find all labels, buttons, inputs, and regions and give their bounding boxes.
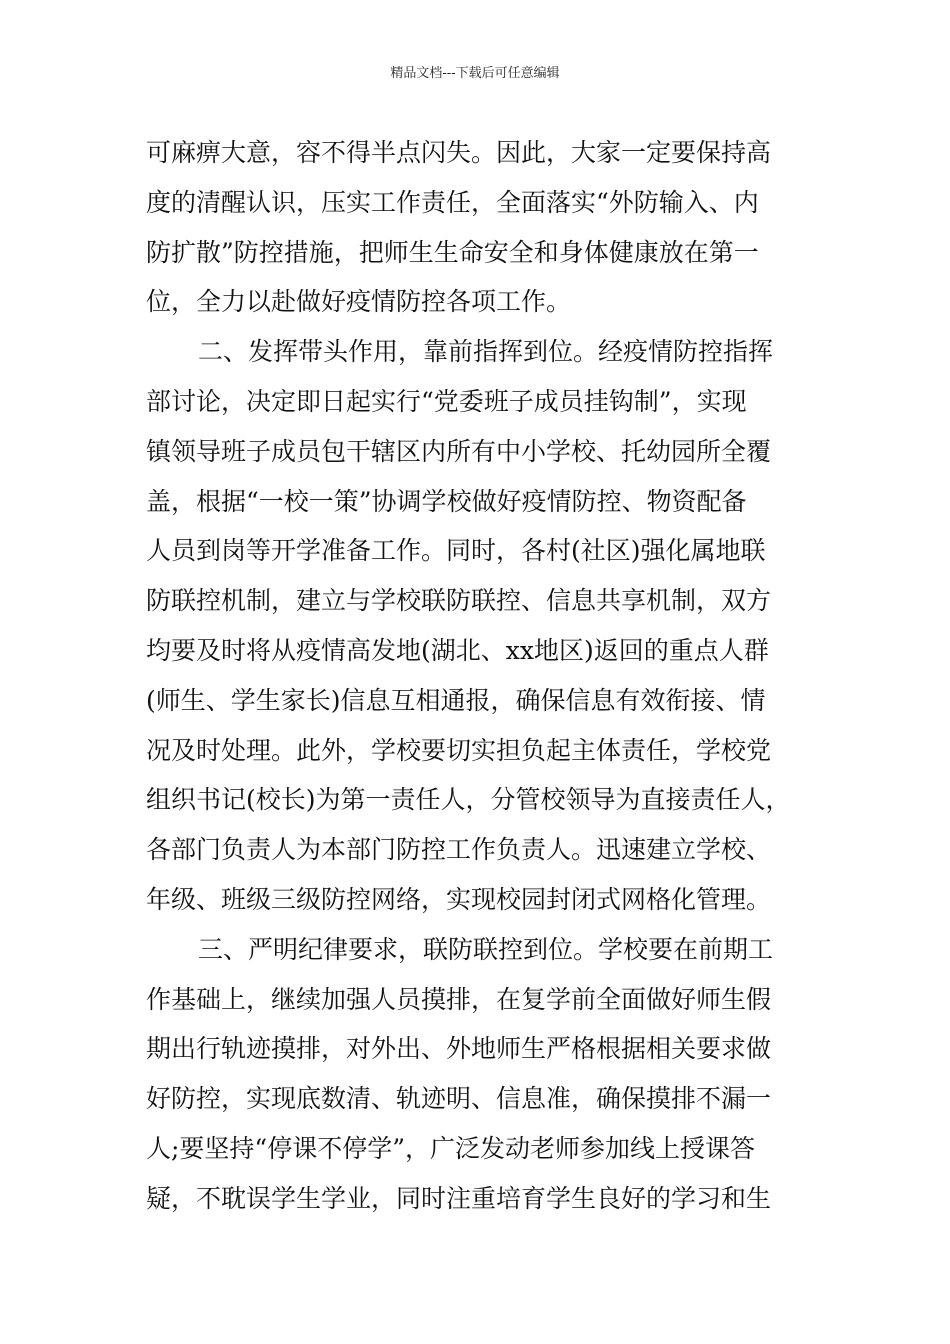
body-text bbox=[146, 128, 810, 1224]
text-line: 人;要坚持“停课不停学”，广泛发动老师参加线上授课答 bbox=[146, 1133, 755, 1163]
text-line: 可麻痹大意，容不得半点闪失。因此，大家一定要保持高 bbox=[146, 138, 772, 167]
text-line: 防扩散”防控措施，把师生生命安全和身体健康放在第一 bbox=[146, 237, 759, 267]
page-header: 精品文档---下载后可任意编辑 bbox=[390, 66, 560, 81]
text-line: 况及时处理。此外，学校要切实担负起主体责任，学校党 bbox=[146, 735, 772, 765]
text-line: 各部门负责人为本部门防控工作负责人。迅速建立学校、 bbox=[146, 835, 772, 865]
text-line: 度的清醒认识，压实工作责任，全面落实“外防输入、内 bbox=[146, 187, 759, 217]
text-line: 人员到岗等开学准备工作。同时，各村(社区)强化属地联 bbox=[146, 536, 766, 566]
text-line: 二、发挥带头作用，靠前指挥到位。经疫情防控指挥 bbox=[198, 337, 774, 367]
text-line: (师生、学生家长)信息互相通报，确保信息有效衔接、情 bbox=[146, 685, 766, 715]
text-line: 好防控，实现底数清、轨迹明、信息准，确保摸排不漏一 bbox=[146, 1084, 772, 1114]
text-line: 盖，根据“一校一策”协调学校做好疫情防控、物资配备 bbox=[146, 486, 747, 516]
text-line: 部讨论，决定即日起实行“党委班子成员挂钩制”，实现 bbox=[146, 386, 747, 416]
text-line: 疑，不耽误学生学业，同时注重培育学生良好的学习和生 bbox=[146, 1183, 772, 1213]
text-line: 位，全力以赴做好疫情防控各项工作。 bbox=[146, 287, 572, 317]
text-line: 三、严明纪律要求，联防联控到位。学校要在前期工 bbox=[198, 934, 774, 964]
text-line: 作基础上，继续加强人员摸排，在复学前全面做好师生假 bbox=[146, 984, 772, 1014]
text-line: 期出行轨迹摸排，对外出、外地师生严格根据相关要求做 bbox=[146, 1034, 772, 1064]
text-line: 年级、班级三级防控网络，实现校园封闭式网格化管理。 bbox=[146, 884, 772, 914]
text-line: 防联控机制，建立与学校联防联控、信息共享机制，双方 bbox=[146, 586, 772, 616]
text-line: 镇领导班子成员包干辖区内所有中小学校、托幼园所全覆 bbox=[146, 436, 772, 466]
text-line: 均要及时将从疫情高发地(湖北、xx地区)返回的重点人群 bbox=[146, 635, 769, 665]
text-line: 组织书记(校长)为第一责任人，分管校领导为直接责任人， bbox=[146, 785, 791, 815]
